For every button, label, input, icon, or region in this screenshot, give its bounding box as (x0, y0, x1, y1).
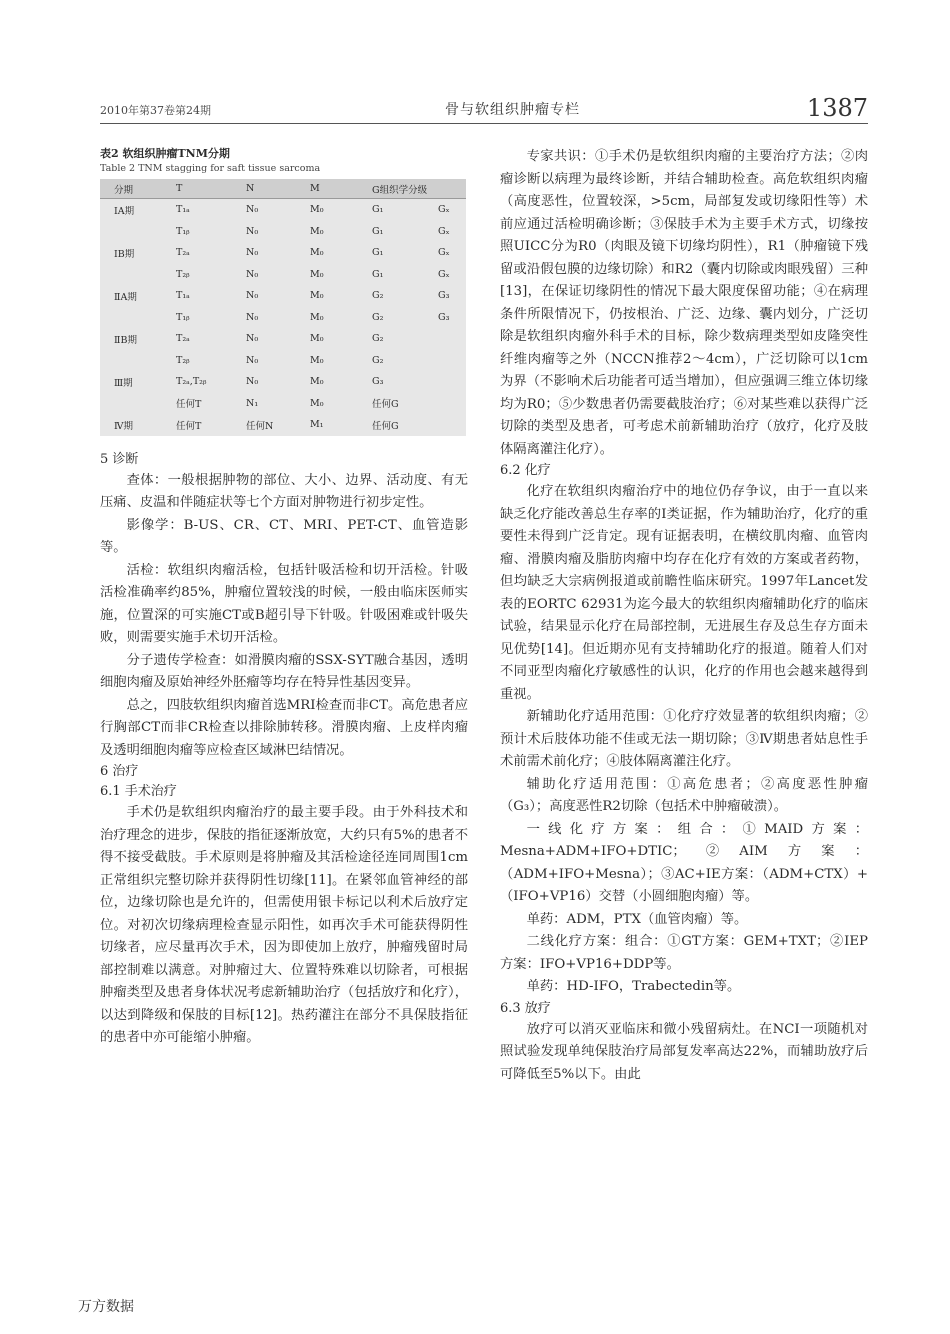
paragraph: 总之，四肢软组织肉瘤首选MRI检查而非CT。高危患者应行胸部CT而非CR检查以排除肺转移。滑膜肉瘤、上皮样肉瘤及透明细胞肉瘤等应检查区域淋巴结情况。 (100, 697, 468, 758)
col-header-m: M (308, 179, 370, 199)
table-cell: T₂ₐ,T₂ᵦ (176, 376, 207, 388)
table-cell: G₃ (438, 311, 450, 323)
table-cell: M₀ (310, 333, 324, 345)
table-cell: ⅡA期 (114, 291, 137, 303)
table-cell: T₁ᵦ (176, 311, 190, 323)
paragraph: 查体：一般根据肿物的部位、大小、边界、活动度、有无压痛、皮温和伴随症状等七个方面对肿物进行初步定性。 (100, 472, 468, 510)
paragraph: 一线化疗方案：组合：①MAID方案：Mesna+ADM+IFO+DTIC；②AIM方案：（ADM+IFO+Mesna）；③AC+IE方案：（ADM+CTX）+（IFO+VP16）交替（小圆细胞肉瘤）等。 (500, 821, 868, 904)
table-cell: N₀ (246, 247, 259, 259)
col-header-n: N (244, 179, 308, 199)
right-column (500, 146, 868, 1086)
table-cell: N₀ (246, 376, 259, 388)
table-cell: T₁ᵦ (176, 225, 190, 237)
left-column (100, 146, 468, 1050)
table-cell: G₃ (372, 376, 384, 388)
table-cell: G₁ (372, 225, 384, 237)
page-number: 1387 (806, 94, 868, 122)
table-cell: M₀ (310, 311, 324, 323)
table-cell: G₂ (372, 290, 384, 302)
section-heading: 6.2 化疗 (500, 463, 551, 478)
table-cell: M₀ (310, 290, 324, 302)
table-cell: M₀ (310, 376, 324, 388)
table-cell: G₁ (372, 204, 384, 216)
table-cell: G₁ (372, 268, 384, 280)
table-cell (436, 371, 466, 393)
table-cell: M₀ (310, 247, 324, 259)
table-cell: T₁ₐ (176, 204, 190, 216)
tnm-table (100, 179, 466, 436)
table-cell: N₀ (246, 290, 259, 302)
table-cell: T₂ᵦ (176, 354, 190, 366)
page-header (100, 92, 868, 124)
col-header-t: T (174, 179, 244, 199)
table-cell (100, 264, 174, 286)
right-text (500, 146, 868, 1086)
table-row (100, 199, 466, 221)
table-cell: T₂ᵦ (176, 268, 190, 280)
table-cell: Gₓ (438, 204, 450, 216)
header-rule (100, 123, 868, 124)
col-header-stage: 分期 (100, 179, 174, 199)
paragraph: 二线化疗方案：组合：①GT方案：GEM+TXT；②IEP方案：IFO+VP16+DDP等。 (500, 934, 868, 972)
paragraph: 手术仍是软组织肉瘤治疗的最主要手段。由于外科技术和治疗理念的进步，保肢的指征逐渐放宽，大约只有5%的患者不得不接受截肢。手术原则是将肿瘤及其活检途径连同周围1cm正常组织完整切除并获得阴性切缘[11]。在紧邻血管神经的部位，边缘切除也是允许的，但需使用银卡标记以利术后放疗定位。对初次切缘病理检查显示阳性，如再次手术可能获得阴性切缘者，应尽量再次手术，因为即使加上放疗，肿瘤残留时局部控制难以满意。对肿瘤过大、位置特殊难以切除者，可根据肿瘤类型及患者身体状况考虑新辅助治疗（包括放疗和化疗），以达到降级和保肢的目标[12]。热药灌注在部分不具保肢指征的患者中亦可能缩小肿瘤。 (100, 805, 468, 1045)
table-cell: ⅡB期 (114, 334, 137, 346)
table-body (100, 199, 466, 436)
table-cell: 任何G (372, 420, 399, 432)
table-cell: N₀ (246, 268, 259, 280)
section-heading: 6.3 放疗 (500, 1000, 551, 1016)
table-cell: M₀ (310, 204, 324, 216)
table-cell: M₀ (310, 397, 324, 409)
table-cell: M₀ (310, 225, 324, 237)
col-header-grade: G组织学分级 (370, 179, 466, 199)
table-cell: N₀ (246, 354, 259, 366)
table-cell: M₀ (310, 268, 324, 280)
table-row (100, 350, 466, 372)
table-cell: N₀ (246, 204, 259, 216)
table-row (100, 328, 466, 350)
left-text (100, 450, 468, 1050)
column-title: 骨与软组织肿瘤专栏 (445, 102, 580, 118)
table-cell: G₁ (372, 247, 384, 259)
table-cell: Ⅲ期 (114, 377, 133, 389)
table-row (100, 285, 466, 307)
table-cell (100, 350, 174, 372)
section-heading: 5 诊断 (100, 451, 139, 467)
table-cell: N₀ (246, 311, 259, 323)
table-cell: T₁ₐ (176, 290, 190, 302)
table-cell: G₃ (438, 290, 450, 302)
table-cell (100, 393, 174, 415)
paragraph: 活检：软组织肉瘤活检，包括针吸活检和切开活检。针吸活检准确率约85%，肿瘤位置较浅的时候，一般由临床医师实施，位置深的可实施CT或B超引导下针吸。针吸困难或针吸失败，则需要实施手术切开活检。 (100, 562, 468, 645)
paragraph: 辅助化疗适用范围：①高危患者；②高度恶性肿瘤（G₃）；高度恶性R2切除（包括术中肿瘤破溃）。 (500, 776, 868, 814)
journal-issue: 2010年第37卷第24期 (100, 104, 211, 117)
table-cell (436, 393, 466, 415)
table-caption-cn: 表2 软组织肿瘤TNM分期 (100, 147, 230, 160)
table-row (100, 414, 466, 436)
table-cell: 任何N (246, 420, 274, 432)
section-heading: 6.1 手术治疗 (100, 784, 177, 799)
table-row (100, 242, 466, 264)
paragraph: 分子遗传学检查：如滑膜肉瘤的SSX-SYT融合基因，透明细胞肉瘤及原始神经外胚瘤等均存在特异性基因变异。 (100, 652, 468, 690)
table-cell: G₂ (372, 333, 384, 345)
table-cell: N₀ (246, 225, 259, 237)
paragraph: 化疗在软组织肉瘤治疗中的地位仍存争议，由于一直以来缺乏化疗能改善总生存率的Ⅰ类证据，作为辅助治疗，化疗的重要性未得到广泛肯定。现有证据表明，在横纹肌肉瘤、血管肉瘤、滑膜肉瘤及脂肪肉瘤中均存在化疗有效的方案或者药物，但均缺乏大宗病例报道或前瞻性临床研究。1997年Lancet发表的EORTC 62931为迄今最大的软组织肉瘤辅助化疗的临床试验，结果显示化疗在局部控制，无进展生存及总生存方面未见优势[14]。但近期亦见有支持辅助化疗的报道。随着人们对不同亚型肉瘤化疗敏感性的认识，化疗的作用也会越来越得到重视。 (500, 484, 868, 702)
table-cell: 任何T (176, 399, 202, 411)
table-cell: G₂ (372, 311, 384, 323)
table-cell: Gₓ (438, 268, 450, 280)
paragraph: 专家共识：①手术仍是软组织肉瘤的主要治疗方法；②肉瘤诊断以病理为最终诊断，并结合辅助检查。高危软组织肉瘤（高度恶性，位置较深，>5cm，局部复发或切缘阳性等）术前应通过活检明确诊断；③保肢手术为主要手术方式，切缘按照UICC分为R0（肉眼及镜下切缘均阴性），R1（肿瘤镜下残留或沿假包膜的边缘切除）和R2（囊内切除或肉眼残留）三种[13]，在保证切缘阴性的情况下最大限度保留功能；④在病理条件所限情况下，仍按根治、广泛、边缘、囊内划分，广泛切除是软组织肉瘤外科手术的目标，除少数病理类型如皮隆突性纤维肉瘤等之外（NCCN推荐2～4cm），广泛切除可以1cm为界（不影响术后功能者可适当增加），但应强调三维立体切缘均为R0；⑤少数患者仍需要截肢治疗；⑥对某些难以获得广泛切除的类型及患者，可考虑术前新辅助治疗（放疗，化疗及肢体隔离灌注化疗）。 (500, 149, 868, 457)
table-cell: 任何G (372, 399, 399, 411)
table-cell (436, 350, 466, 372)
table-cell: Gₓ (438, 247, 450, 259)
table-cell (436, 414, 466, 436)
table-header-row (100, 179, 466, 199)
table-cell: N₁ (246, 397, 259, 409)
table-cell: Gₓ (438, 225, 450, 237)
table-cell: N₀ (246, 333, 259, 345)
table-cell: T₂ₐ (176, 333, 190, 345)
section-heading: 6 治疗 (100, 764, 139, 779)
paragraph: 新辅助化疗适用范围：①化疗疗效显著的软组织肉瘤；②预计术后肢体功能不佳或无法一期切除；③Ⅳ期患者姑息性手术前需术前化疗；④肢体隔离灌注化疗。 (500, 709, 868, 769)
table-row (100, 307, 466, 329)
table-cell: Ⅳ期 (114, 420, 133, 432)
table-cell: M₁ (310, 419, 324, 431)
table-cell: ⅠB期 (114, 248, 135, 260)
table-cell: G₂ (372, 354, 384, 366)
paragraph: 单药：ADM，PTX（血管肉瘤）等。 (526, 911, 748, 927)
paragraph: 影像学：B-US、CR、CT、MRI、PET-CT、血管造影等。 (100, 517, 468, 555)
table-cell: M₀ (310, 354, 324, 366)
table-cell (100, 307, 174, 329)
table-cell (100, 221, 174, 243)
table-cell: 任何T (176, 420, 202, 432)
table-row (100, 393, 466, 415)
table-cell: ⅠA期 (114, 205, 135, 217)
table-cell: T₂ₐ (176, 247, 190, 259)
table-row (100, 264, 466, 286)
table-row (100, 221, 466, 243)
paragraph: 放疗可以消灭亚临床和微小残留病灶。在NCI一项随机对照试验发现单纯保肢治疗局部复发率高达22%，而辅助放疗后可降低至5%以下。由此 (500, 1021, 868, 1082)
table-cell (436, 328, 466, 350)
table-row (100, 371, 466, 393)
table-caption-en: Table 2 TNM stagging for saft tissue sarcoma (100, 163, 321, 174)
paragraph: 单药：HD-IFO，Trabectedin等。 (526, 979, 741, 994)
watermark: 万方数据 (78, 1299, 134, 1315)
